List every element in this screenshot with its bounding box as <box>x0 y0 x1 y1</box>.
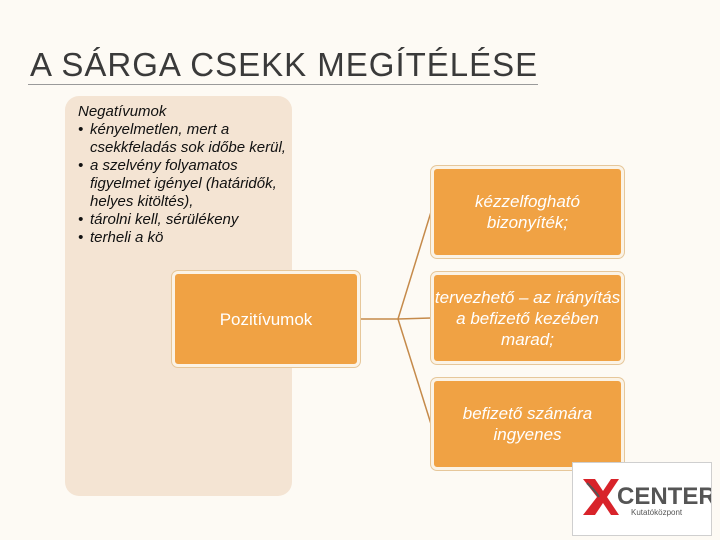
negatives-list <box>78 121 293 247</box>
excenter-logo <box>572 462 712 536</box>
branch-label: tervezhető – az irányítás a befizető kezében marad; <box>434 287 621 349</box>
negative-item: • a szelvény folyamatos figyelmet igényel (határidők, helyes kitöltés), <box>78 157 293 211</box>
logo-sub-text: Kutatóközpont <box>631 508 683 517</box>
logo-main-text: CENTER <box>617 483 711 510</box>
negatives-text <box>78 103 293 247</box>
positive-branch-node <box>431 378 624 470</box>
negative-item: • kényelmetlen, mert a csekkfeladás sok időbe kerül, <box>78 121 293 157</box>
negative-item: • tárolni kell, sérülékeny <box>78 211 293 229</box>
logo-graphic <box>573 463 711 535</box>
title-underline <box>28 84 538 85</box>
positives-central-node <box>172 271 360 367</box>
connector-line <box>398 318 431 319</box>
negative-item: • terheli a kö <box>78 229 293 247</box>
positive-branch-node <box>431 166 624 258</box>
negatives-heading: Negatívumok <box>78 103 167 120</box>
branch-label: kézzelfogható bizonyíték; <box>475 192 580 232</box>
positive-branch-node <box>431 272 624 364</box>
slide-title: A SÁRGA CSEKK MEGÍTÉLÉSE <box>30 46 539 83</box>
positives-label: Pozitívumok <box>219 309 313 329</box>
connector-line <box>398 319 431 424</box>
branch-label: befizető számára ingyenes <box>462 404 593 444</box>
connector-line <box>360 212 431 319</box>
